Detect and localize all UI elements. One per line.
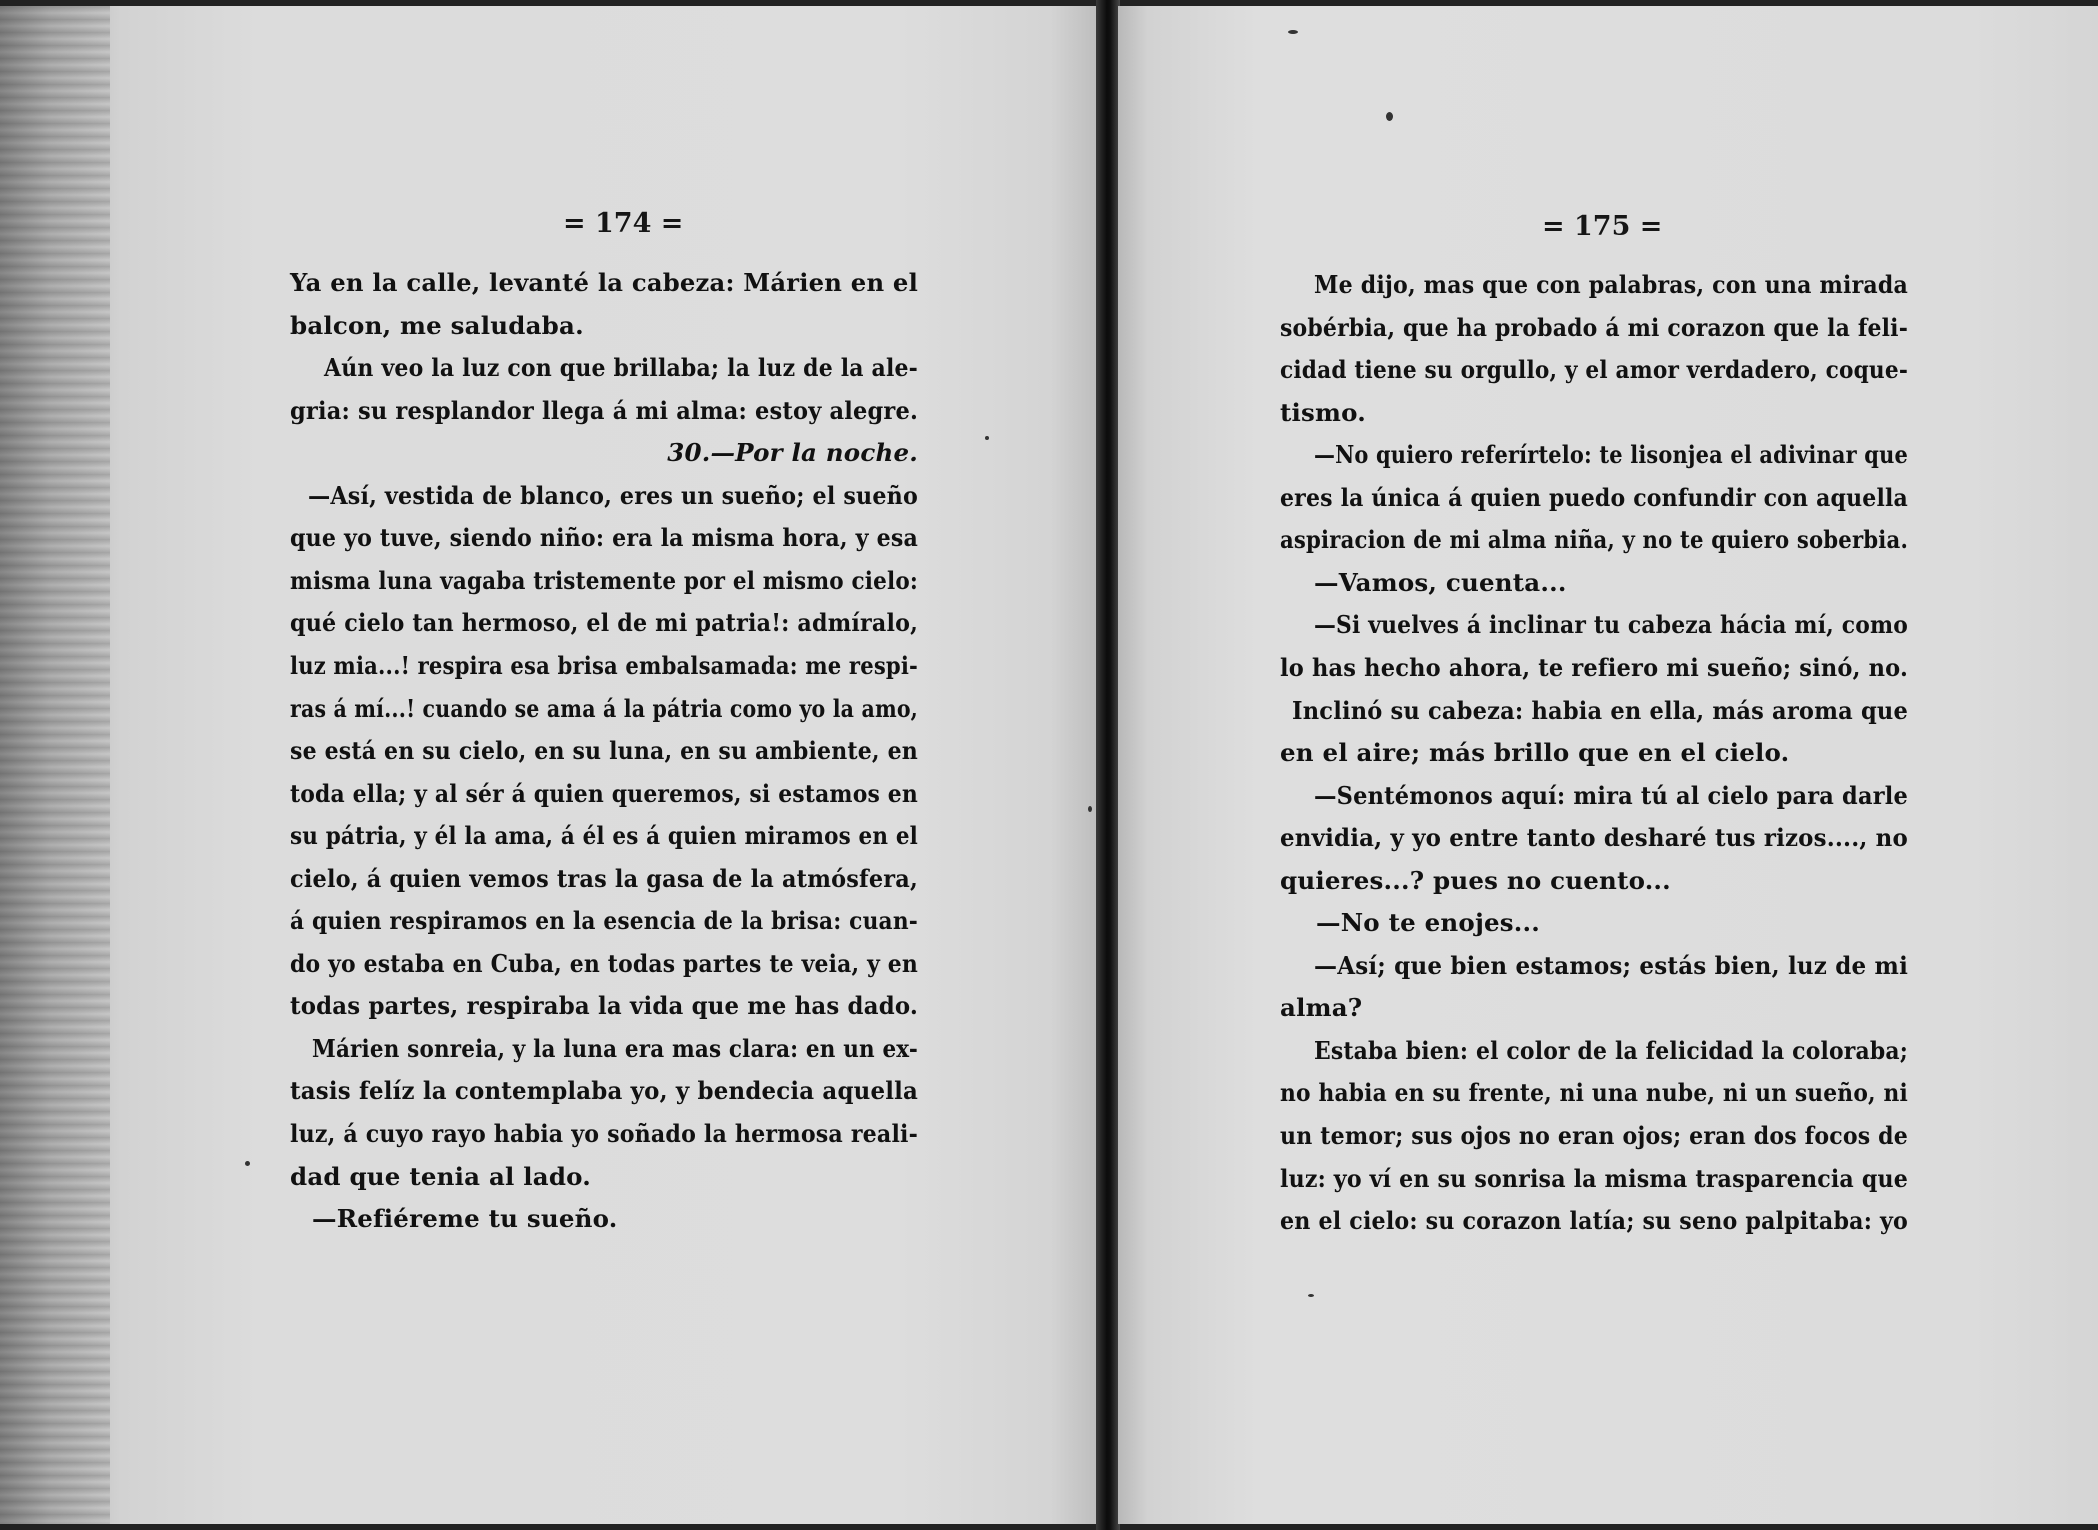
left-page-line: qué cielo tan hermoso, el de mi patria!: admíralo, bbox=[290, 608, 918, 638]
right-page-line: —Así; que bien estamos; estás bien, luz de mi bbox=[1314, 950, 1908, 980]
right-page-line: en el cielo: su corazon latía; su seno palpitaba: yo bbox=[1280, 1206, 1908, 1236]
right-page-line: Estaba bien: el color de la felicidad la coloraba; bbox=[1314, 1035, 1908, 1065]
left-page-line: gria: su resplandor llega á mi alma: estoy alegre. bbox=[290, 395, 918, 425]
left-page-line: Aún veo la luz con que brillaba; la luz de la ale- bbox=[324, 353, 918, 383]
left-page-line: —Refiéreme tu sueño. bbox=[312, 1204, 618, 1234]
right-page-line: cidad tiene su orgullo, y el amor verdadero, coque- bbox=[1280, 355, 1908, 385]
left-page-line: todas partes, respiraba la vida que me has dado. bbox=[290, 991, 918, 1021]
right-page-line: quieres...? pues no cuento... bbox=[1280, 865, 1671, 895]
right-page-line: envidia, y yo entre tanto desharé tus rizos...., no bbox=[1280, 823, 1908, 853]
left-page-line: Ya en la calle, levanté la cabeza: Márien en el bbox=[290, 268, 918, 297]
right-page-line: en el aire; más brillo que en el cielo. bbox=[1280, 738, 1790, 768]
left-page-line: Márien sonreia, y la luna era mas clara: en un ex- bbox=[312, 1033, 918, 1063]
left-page-line: que yo tuve, siendo niño: era la misma hora, y esa bbox=[290, 523, 918, 553]
right-page-line: un temor; sus ojos no eran ojos; eran dos focos de bbox=[1280, 1121, 1908, 1150]
book-gutter bbox=[1096, 0, 1120, 1530]
page-edge-shadow bbox=[0, 6, 110, 1524]
left-page-number: = 174 = bbox=[563, 208, 684, 239]
left-page-line: se está en su cielo, en su luna, en su ambiente, en bbox=[290, 736, 918, 766]
right-page-line: aspiracion de mi alma niña, y no te quiero soberbia. bbox=[1280, 525, 1908, 555]
right-page-line: —No te enojes... bbox=[1316, 908, 1540, 938]
right-page-line: no habia en su frente, ni una nube, ni un sueño, ni bbox=[1280, 1078, 1908, 1108]
left-page-line: luz mia...! respira esa brisa embalsamada: me respi- bbox=[290, 650, 918, 680]
left-page-line: misma luna vagaba tristemente por el mismo cielo: bbox=[290, 565, 918, 595]
left-page-line: balcon, me saludaba. bbox=[290, 310, 584, 340]
right-page-line: eres la única á quien puedo confundir con aquella bbox=[1280, 482, 1908, 512]
left-page-line: 30.—Por la noche. bbox=[667, 438, 918, 468]
left-page-line: ras á mí...! cuando se ama á la pátria como yo la amo, bbox=[290, 693, 918, 723]
left-page-line: luz, á cuyo rayo habia yo soñado la hermosa reali- bbox=[290, 1119, 918, 1148]
right-page-line: —Si vuelves á inclinar tu cabeza hácia mí, como bbox=[1314, 610, 1908, 640]
right-page-line: lo has hecho ahora, te refiero mi sueño; sinó, no. bbox=[1280, 652, 1908, 682]
right-page-line: tismo. bbox=[1280, 397, 1366, 427]
right-page-line: luz: yo ví en su sonrisa la misma trasparencia que bbox=[1280, 1163, 1908, 1193]
left-page-line: su pátria, y él la ama, á él es á quien miramos en el bbox=[290, 821, 918, 851]
right-page bbox=[1118, 6, 2098, 1524]
left-page-line: á quien respiramos en la esencia de la brisa: cuan- bbox=[290, 906, 918, 936]
right-page-line: Me dijo, mas que con palabras, con una mirada bbox=[1314, 270, 1908, 299]
right-page-line: —Sentémonos aquí: mira tú al cielo para darle bbox=[1314, 780, 1908, 810]
left-page-line: cielo, á quien vemos tras la gasa de la atmósfera, bbox=[290, 863, 918, 893]
left-page-line: tasis felíz la contemplaba yo, y bendecia aquella bbox=[290, 1076, 918, 1106]
right-page-number: = 175 = bbox=[1542, 211, 1663, 242]
right-page-line: —No quiero referírtelo: te lisonjea el adivinar que bbox=[1314, 440, 1908, 470]
right-page-line: sobérbia, que ha probado á mi corazon que la feli- bbox=[1280, 312, 1908, 342]
right-page-line: alma? bbox=[1280, 993, 1363, 1023]
right-page-line: —Vamos, cuenta... bbox=[1314, 567, 1567, 597]
left-page-line: do yo estaba en Cuba, en todas partes te veia, y en bbox=[290, 948, 918, 978]
right-page-line: Inclinó su cabeza: habia en ella, más aroma que bbox=[1292, 695, 1908, 725]
left-page bbox=[0, 6, 1098, 1524]
left-page-line: —Así, vestida de blanco, eres un sueño; el sueño bbox=[308, 480, 918, 510]
left-page-line: dad que tenia al lado. bbox=[290, 1161, 592, 1191]
left-page-line: toda ella; y al sér á quien queremos, si estamos en bbox=[290, 778, 918, 808]
